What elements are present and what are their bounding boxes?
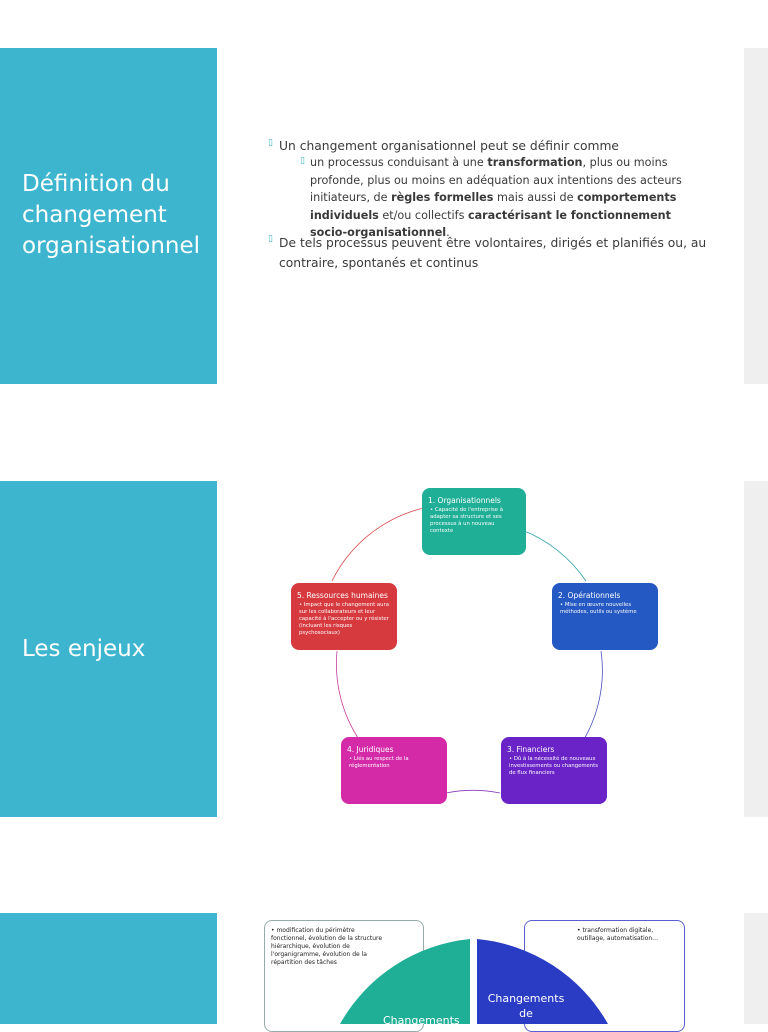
node-desc: • Dû à la nécessité de nouveaux investissements ou changements de flux financiers: [509, 756, 598, 776]
segment-right-line: de: [519, 1007, 533, 1020]
callout-text-content: transformation digitale, outillage, automatisation…: [577, 927, 659, 942]
slide-types-changements: [0, 913, 768, 1027]
text-run: un processus conduisant à une: [310, 156, 488, 169]
slide-definition: [0, 48, 768, 384]
title-line: Définition du: [22, 171, 170, 197]
node-desc-text: Impact que le changement aura sur les collaborateurs et leur capacité à l'accepter ou y résister (incluant les risques psychosociaux): [299, 602, 389, 636]
bullet-icon: ▯: [268, 138, 273, 148]
text-run: mais aussi de: [493, 191, 578, 204]
next-slide-edge: [744, 481, 768, 817]
node-juridiques: [341, 737, 447, 804]
next-slide-edge: [744, 48, 768, 384]
text-run: .: [446, 226, 450, 239]
node-desc: • Mise en œuvre nouvelles méthodes, outils ou système: [560, 602, 637, 615]
node-title: 2. Opérationnels: [558, 591, 621, 600]
bold-text: caractérisant le fonctionnement socio-organisationnel: [310, 208, 671, 239]
title-panel: [0, 48, 217, 384]
bold-text: comportements individuels: [310, 191, 677, 222]
segment-left-label: Changements: [383, 1014, 460, 1027]
segment-right-label: [480, 991, 572, 1021]
bullet-text: Un changement organisationnel peut se définir comme: [279, 139, 619, 153]
node-desc: • Impact que le changement aura sur les collaborateurs et leur capacité à l'accepter ou y résister (incluant les risques psychosociaux): [299, 602, 389, 636]
sub-bullet-text: [310, 154, 710, 242]
bullet-icon: ▯: [300, 156, 305, 166]
connector-arc: [583, 651, 602, 741]
title-line: organisationnel: [22, 233, 201, 259]
connector-arc: [332, 506, 434, 581]
connector-arc: [522, 530, 586, 581]
node-desc-text: Dû à la nécessité de nouveaux investissements ou changements de flux financiers: [509, 756, 598, 776]
node-ressources-humaines: [291, 583, 397, 650]
node-desc: • Capacité de l'entreprise à adapter sa structure et ses processus à un nouveau contexte: [430, 507, 503, 534]
node-financiers: [501, 737, 607, 804]
segment-diagram: [0, 913, 768, 1024]
connector-arc: [446, 790, 500, 793]
segment-right-line: Changements: [487, 992, 565, 1005]
bullet-icon: ▯: [268, 234, 273, 244]
node-title: 3. Financiers: [507, 745, 555, 754]
next-slide-edge: [744, 913, 768, 1024]
segment-left: [340, 939, 470, 1024]
node-desc: • Liés au respect de la réglementation: [349, 756, 409, 769]
slide-enjeux: [0, 481, 768, 817]
node-title: 5. Ressources humaines: [297, 591, 388, 600]
bullet-text: De tels processus peuvent être volontaires, dirigés et planifiés ou, au contraire, spontanés et continus: [279, 236, 707, 270]
callout-text: • transformation digitale, outillage, automatisation…: [577, 927, 659, 942]
node-title: 1. Organisationnels: [428, 496, 501, 505]
node-organisationnels: [422, 488, 526, 555]
node-operationnels: [552, 583, 658, 650]
slide-title: Les enjeux: [22, 636, 146, 662]
slide-title: [22, 169, 200, 262]
connector-arc: [336, 651, 360, 741]
callout-text: • modification du périmètre fonctionnel, évolution de la structure hiérarchique, évolution de l'organigramme, évolution de la répartition des tâches: [271, 927, 383, 966]
bold-text: règles formelles: [391, 191, 494, 204]
node-title: 4. Juridiques: [347, 745, 394, 754]
node-desc-text: Capacité de l'entreprise à adapter sa structure et ses processus à un nouveau contexte: [430, 507, 503, 534]
bold-text: transformation: [487, 156, 583, 169]
title-line: changement: [22, 202, 167, 228]
text-run: , plus ou moins profonde, plus ou moins en adéquation aux intentions des acteurs initiateurs, de: [310, 156, 682, 204]
callout-text-content: modification du périmètre fonctionnel, évolution de la structure hiérarchique, évolution de l'organigramme, évolution de la répartition des tâches: [271, 927, 383, 966]
text-run: et/ou collectifs: [378, 208, 468, 222]
node-desc-text: Liés au respect de la réglementation: [349, 756, 409, 769]
node-desc-text: Mise en œuvre nouvelles méthodes, outils ou système: [560, 602, 637, 615]
